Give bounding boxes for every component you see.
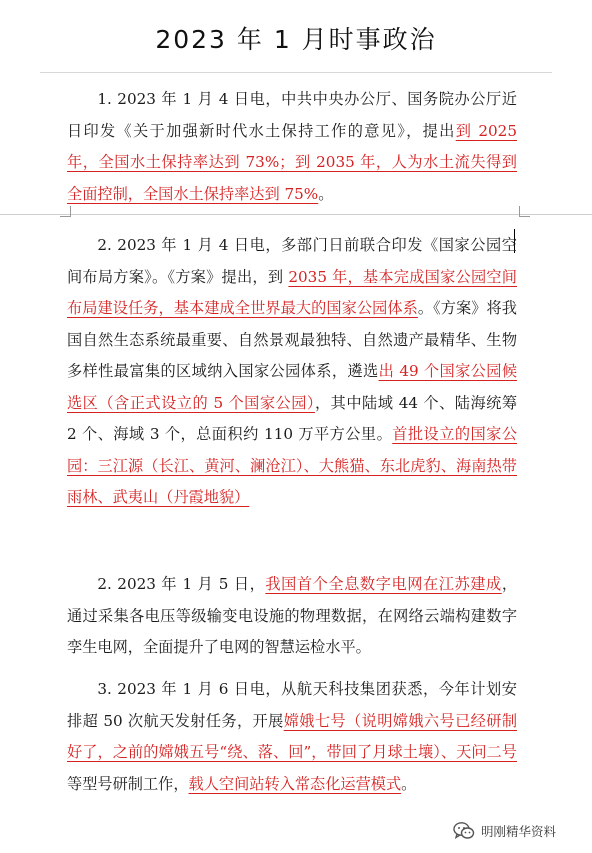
body-text: 。 — [318, 184, 334, 203]
highlighted-text: 到 2025 年，全国水土保持率达到 73%；到 2035 年，人为水土流失得到全面控制，全国水土保持率达到 75% — [67, 121, 518, 203]
header-divider — [40, 72, 552, 73]
wechat-icon — [453, 821, 475, 841]
page-corner-mark-right — [519, 206, 530, 217]
body-text: 1. 2023 年 1 月 4 日电，中共中央办公厅、国务院办公厅近日印发《关于加强新时代水土保持工作的意见》，提出 — [67, 90, 517, 140]
news-item-2 — [67, 230, 517, 514]
highlighted-text: 首批设立的国家公园：三江源（长江、黄河、澜沧江）、大熊猫、东北虎豹、海南热带雨林、武夷山（丹霞地貌） — [67, 425, 518, 506]
body-text: 。 — [401, 774, 417, 793]
highlighted-text: 我国首个全息数字电网在江苏建成 — [265, 575, 502, 593]
body-text: 。《方案》将我国自然生态系统最重要、自然景观最独特、自然遗产最精华、生物多样性最富集的区域纳入国家公园体系，遴选 — [67, 299, 517, 380]
news-item-1 — [67, 84, 517, 210]
body-text: ，通过采集各电压等级输变电设施的物理数据，在网络云端构建数字孪生电网，全面提升了电网的智慧运检水平。 — [67, 575, 517, 656]
highlighted-text: 载人空间站转入常态化运营模式 — [188, 774, 402, 793]
watermark — [453, 819, 556, 843]
body-text: 等型号研制工作， — [67, 774, 189, 793]
highlighted-text: 嫦娥七号（说明嫦娥六号已经研制好了，之前的嫦娥五号“绕、落、回”，带回了月球土壤）、天问二号 — [67, 711, 518, 761]
highlighted-text: 2035 年，基本完成国家公园空间布局建设任务，基本建成全世界最大的国家公园体系 — [67, 267, 517, 317]
body-text: 3. 2023 年 1 月 6 日电，从航天科技集团获悉，今年计划安排超 50 次航天发射任务，开展 — [67, 680, 517, 730]
highlighted-text: 出 49 个国家公园候选区（含正式设立的 5 个国家公园） — [67, 362, 518, 412]
watermark-label: 明刚精华资料 — [481, 824, 557, 839]
page-break-line — [0, 214, 592, 217]
body-text: 2. 2023 年 1 月 4 日电，多部门日前联合印发《国家公园空间布局方案》。《方案》提出，到 — [67, 236, 517, 286]
body-text: 2. 2023 年 1 月 5 日， — [97, 575, 266, 593]
body-text: ，其中陆域 44 个、陆海统筹 2 个、海域 3 个，总面积约 110 万平方公里。 — [67, 393, 518, 443]
news-item-3 — [67, 569, 517, 664]
page-title: 2023 年 1 月时事政治 — [155, 25, 437, 54]
news-item-4 — [67, 674, 517, 800]
